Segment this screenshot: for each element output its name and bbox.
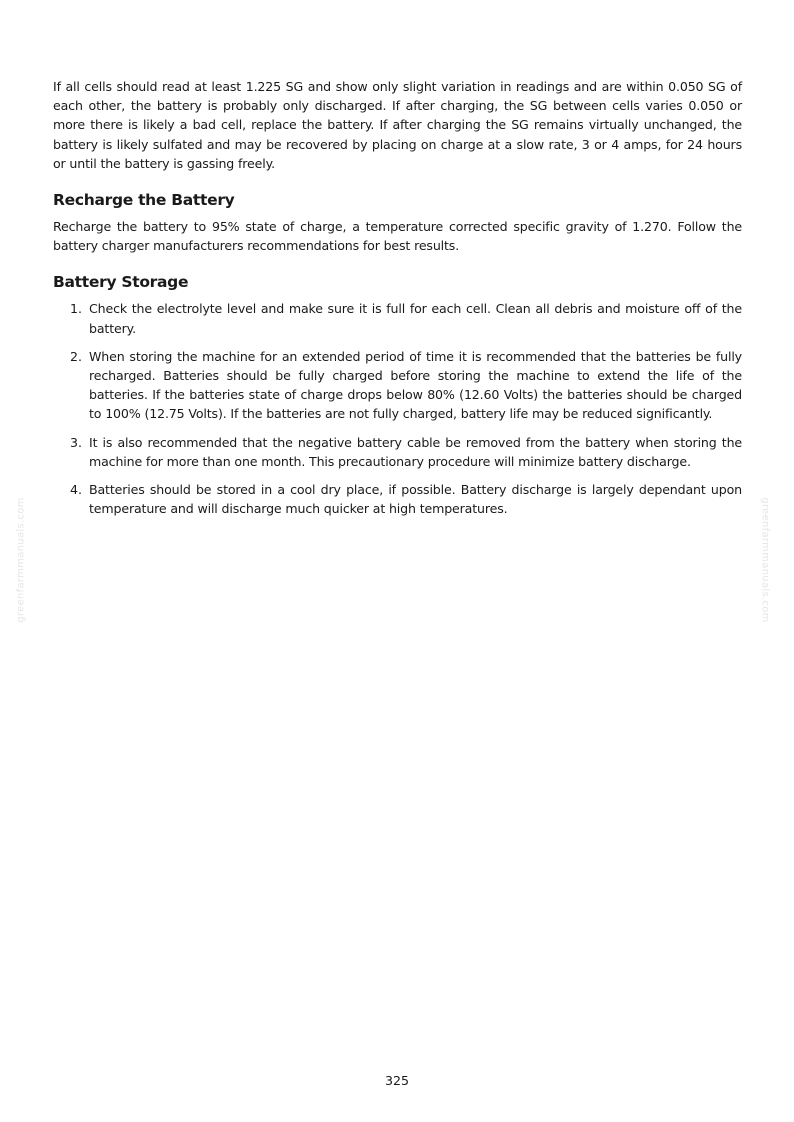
intro-paragraph: If all cells should read at least 1.225 SG and show only slight variation in readings and are within 0.050 SG of each other, the battery is probably only discharged. If after charging, the SG between cells varies 0.050 or more there is likely a bad cell, replace the battery. If after charging the SG remains virtually unchanged, the battery is likely sulfated and may be recovered by placing on charge at a slow rate, 3 or 4 amps, for 24 hours or until the battery is gassing freely. xyxy=(53,79,742,171)
step-number: 2. xyxy=(69,348,82,364)
storage-step xyxy=(53,433,742,471)
step-text: Check the electrolyte level and make sure it is full for each cell. Clean all debris and moisture off of the battery. xyxy=(89,301,742,336)
storage-step xyxy=(53,480,742,518)
storage-step xyxy=(53,299,742,337)
step-text: It is also recommended that the negative battery cable be removed from the battery when storing the machine for more than one month. This precautionary procedure will minimize battery discharge. xyxy=(89,434,742,469)
watermark-left: greenfarmmanuals.com xyxy=(15,497,27,623)
watermark-right: greenfarmmanuals.com xyxy=(759,497,771,623)
page-number: 325 xyxy=(384,1073,410,1088)
recharge-paragraph: Recharge the battery to 95% state of charge, a temperature corrected specific gravity of 1.270. Follow the battery charger manufacturers recommendations for best results. xyxy=(53,219,742,254)
step-number: 4. xyxy=(69,482,82,498)
storage-steps-list xyxy=(53,299,742,518)
storage-heading: Battery Storage xyxy=(53,273,189,292)
storage-step xyxy=(53,347,742,424)
recharge-heading: Recharge the Battery xyxy=(53,191,235,210)
page-content xyxy=(53,77,742,527)
step-text: When storing the machine for an extended period of time it is recommended that the batteries be fully recharged. Batteries should be fully charged before storing the machine to extend the life of the batteries. If the batteries state of charge drops below 80% (12.60 Volts) the batteries should be charged to 100% (12.75 Volts). If the batteries are not fully charged, battery life may be reduced significantly. xyxy=(89,348,742,422)
step-number: 3. xyxy=(69,434,82,450)
step-number: 1. xyxy=(69,301,82,317)
step-text: Batteries should be stored in a cool dry place, if possible. Battery discharge is largely dependant upon temperature and will discharge much quicker at high temperatures. xyxy=(89,482,742,517)
